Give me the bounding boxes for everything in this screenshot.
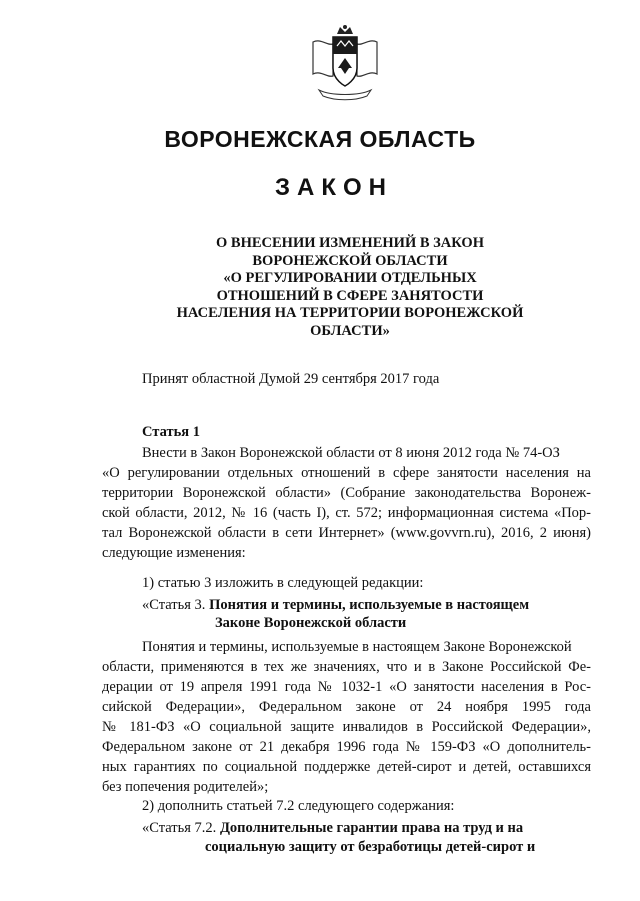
article-72-prefix: «Статья 7.2.	[142, 820, 217, 836]
article-3-line: сийской Федерации», Федеральном законе от 24 ноября 1995 года	[102, 699, 591, 715]
article-3-title: Понятия и термины, используемые в настоящем	[209, 597, 530, 613]
intro-line: следующие изменения:	[102, 545, 246, 561]
intro-line: территории Воронежской области» (Собрание законодательства Воронеж-	[102, 485, 591, 501]
article-3-prefix: «Статья 3.	[142, 597, 206, 613]
article-72-title: Дополнительные гарантии права на труд и на	[219, 820, 524, 836]
article-3-line: Понятия и термины, используемые в настоящем Законе Воронежской	[142, 639, 572, 655]
intro-line: тал Воронежской области в сети Интернет» (www.govvrn.ru), 2016, 2 июня)	[102, 525, 591, 541]
amendment-item-2: 2) дополнить статьей 7.2 следующего содержания:	[142, 798, 455, 814]
region-title: ВОРОНЕЖСКАЯ ОБЛАСТЬ	[164, 126, 476, 152]
law-title-line: ОБЛАСТИ»	[310, 322, 390, 339]
article-72-title-line2: социальную защиту от безработицы детей-сирот и	[205, 839, 536, 855]
law-title	[140, 235, 560, 340]
article-3-line: Федеральном законе от 21 декабря 1996 года № 159-ФЗ «О дополнитель-	[102, 739, 591, 755]
law-title-line: НАСЕЛЕНИЯ НА ТЕРРИТОРИИ ВОРОНЕЖСКОЙ	[176, 305, 524, 321]
coat-of-arms-emblem	[307, 24, 383, 104]
law-title-line: ВОРОНЕЖСКОЙ ОБЛАСТИ	[252, 252, 448, 269]
intro-line: ской области, 2012, № 16 (часть I), ст. 572; информационная система «Пор-	[102, 505, 591, 521]
article-3-line: ных гарантиях по социальной поддержке детей-сирот и детей, оставшихся	[102, 759, 591, 775]
article-3-title-cont	[215, 614, 406, 633]
amendment-item-1: 1) статью 3 изложить в следующей редакции:	[142, 575, 424, 591]
article-72-title-cont	[205, 838, 535, 857]
article-3-line: без попечения родителей»;	[102, 779, 269, 795]
article-3-line: дерации от 19 апреля 1991 года № 1032-1 «О занятости населения в Рос-	[102, 679, 591, 695]
article-3-line: области, применяются в тех же значениях, что и в Законе Российской Фе-	[102, 659, 591, 675]
document-type: ЗАКОН	[274, 174, 393, 201]
article-3-line: № 181-ФЗ «О социальной защите инвалидов в Российской Федерации»,	[102, 719, 591, 735]
law-title-line: «О РЕГУЛИРОВАНИИ ОТДЕЛЬНЫХ	[223, 270, 477, 286]
article-3-heading	[142, 596, 529, 615]
article-72-heading	[142, 819, 523, 838]
law-title-line: О ВНЕСЕНИИ ИЗМЕНЕНИЙ В ЗАКОН	[216, 235, 484, 251]
law-title-line: ОТНОШЕНИЙ В СФЕРЕ ЗАНЯТОСТИ	[216, 287, 484, 304]
article-heading: Статья 1	[142, 424, 200, 440]
article-3-title-line2: Законе Воронежской области	[215, 615, 407, 631]
intro-line: «О регулировании отдельных отношений в сфере занятости населения на	[102, 465, 591, 481]
intro-line: Внести в Закон Воронежской области от 8 июня 2012 года № 74-ОЗ	[142, 445, 560, 461]
adoption-date: Принят областной Думой 29 сентября 2017 года	[142, 371, 440, 387]
